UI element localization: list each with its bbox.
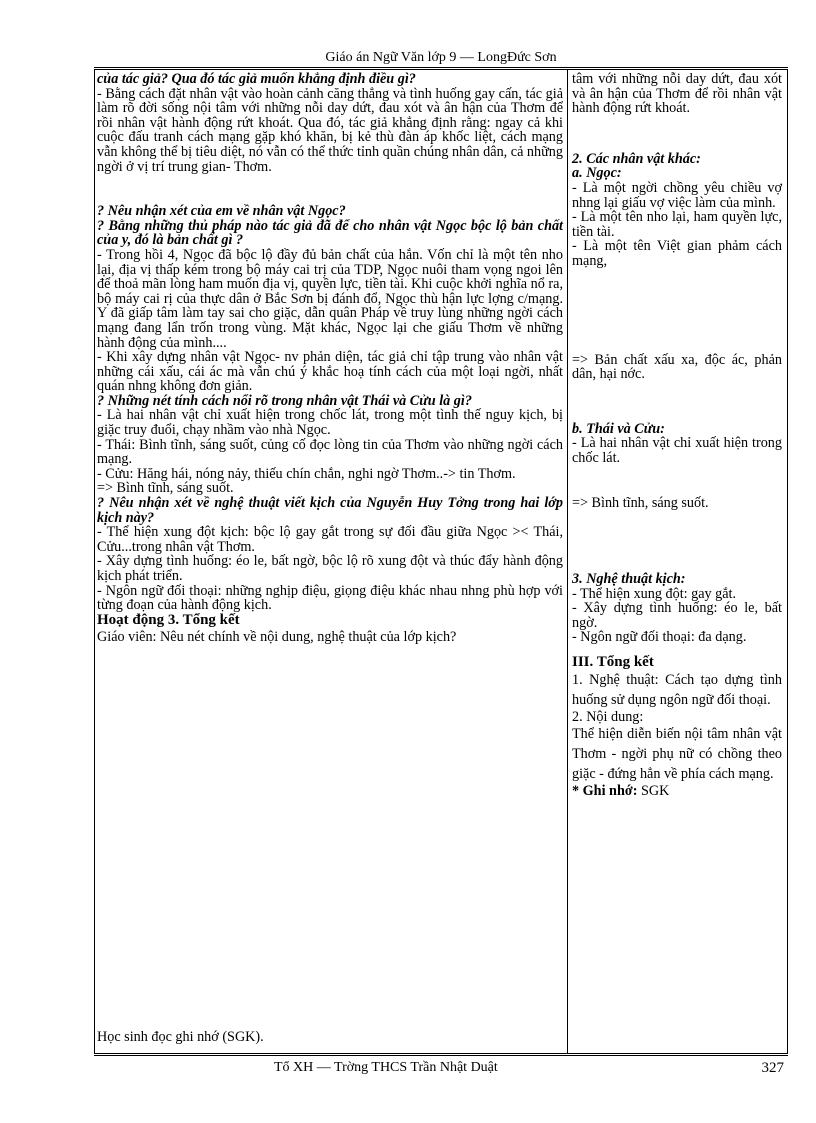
answer-2b: - Khi xây dựng nhân vật Ngọc- nv phản diện, tác giả chỉ tập trung vào nhân vật những cái xấu, cái ác mà vẫn chú ý khắc hoạ tính cách của một loại ngời, nhất quán nhng không đơn giản. — [97, 349, 563, 395]
footer-rule — [94, 1055, 788, 1056]
answer-1: - Bằng cách đặt nhân vật vào hoàn cảnh căng thẳng và tình huống gay cấn, tác giả làm rõ đời sống nội tâm với những nỗi day dứt, đau xót và ân hận của Thơm để rồi nhân vật hành động rứt khoát. Qua đó, tác giả khẳng định rằng: ngay cả khi cuộc đấu tranh cách mạng gặp khó khăn, bị kẻ thù đàn áp khốc liệt, cách mạng vẫn không thể bị tiêu diệt, nó vẫn có thể thức tỉnh quần chúng nhân dân, cả những ngời ở vị trí trung gian- Thơm. — [97, 85, 563, 175]
thai-cuu-note: - Là hai nhân vật chỉ xuất hiện trong chốc lát. — [572, 435, 782, 466]
question-4: ? Nêu nhận xét về nghệ thuật viết kịch của Nguyễn Huy Tởng trong hai lớp kịch này? — [97, 495, 563, 526]
ngoc-note-3: - Là một tên Việt gian phảm cách mạng, — [572, 238, 782, 269]
right-column — [572, 72, 782, 1048]
thai-cuu-conclusion: => Bình tĩnh, sáng suốt. — [572, 494, 709, 511]
ngoc-note-1: - Là một ngời chồng yêu chiều vợ nhng lại giấu vợ việc làm của mình. — [572, 179, 782, 211]
memo-label: * Ghi nhớ: — [572, 783, 638, 800]
art-note-3: - Ngôn ngữ đối thoại: đa dạng. — [572, 629, 747, 646]
answer-4b: - Xây dựng tình huống: éo le, bất ngờ, bộc lộ rõ xung đột và thúc đẩy hành động kịch phát triển. — [97, 553, 563, 584]
summary-content: Thể hiện diễn biến nội tâm nhân vật Thơm - ngời phụ nữ có chồng theo giặc - đứng hẳn về phía cách mạng. — [572, 726, 782, 783]
question-3: ? Những nét tính cách nổi rõ trong nhân vật Thái và Cửu là gì? — [97, 392, 472, 409]
lesson-table — [94, 69, 788, 1054]
activity-3-heading: Hoạt động 3. Tổng kết — [97, 611, 240, 628]
answer-3a: - Là hai nhân vật chỉ xuất hiện trong chốc lát, trong một tình thế nguy kịch, bị giặc truy đuổi, chạy nhầm vào nhà Ngọc. — [97, 407, 563, 439]
answer-3d: => Bình tĩnh, sáng suốt. — [97, 480, 234, 497]
header-rule — [94, 67, 788, 68]
right-note-1: tâm với những nỗi day dứt, đau xót và ân hận của Thơm để rồi nhân vật hành động rứt khoát. — [572, 71, 782, 117]
question-2b: ? Bằng những thủ pháp nào tác giả đã để cho nhân vật Ngọc bộc lộ bản chất của y, đó là bản chất gì ? — [97, 217, 563, 249]
subsection-thai-cuu: b. Thái và Cửu: — [572, 420, 665, 437]
question-2a: ? Nêu nhận xét của em về nhân vật Ngọc? — [97, 203, 346, 220]
answer-4a: - Thể hiện xung đột kịch: bộc lộ gay gắt trong sự đối đầu giữa Ngọc >< Thái, Cửu...trong nhân vật Thơm. — [97, 524, 563, 555]
subsection-ngoc: a. Ngọc: — [572, 165, 622, 182]
section-art: 3. Nghệ thuật kịch: — [572, 571, 686, 588]
memo-line — [572, 784, 782, 799]
teacher-prompt: Giáo viên: Nêu nét chính về nội dung, nghệ thuật của lớp kịch? — [97, 629, 457, 646]
summary-content-label: 2. Nội dung: — [572, 708, 644, 725]
art-note-2: - Xây dựng tình huống: éo le, bất ngờ. — [572, 600, 782, 631]
ngoc-conclusion: => Bản chất xấu xa, độc ác, phản dân, hại nớc. — [572, 351, 782, 383]
art-note-1: - Thể hiện xung đột: gay gắt. — [572, 585, 737, 602]
section-other-characters: 2. Các nhân vật khác: — [572, 150, 701, 167]
answer-3c: - Cửu: Hăng hái, nóng nảy, thiếu chín chắn, nghi ngờ Thơm..-> tin Thơm. — [97, 465, 516, 482]
answer-4c: - Ngôn ngữ đối thoại: những nghịp điệu, giọng điệu khác nhau nhng phù hợp với từng đoạn của hành động kịch. — [97, 582, 563, 614]
page-header: Giáo án Ngữ Văn lớp 9 — LongĐức Sơn — [325, 50, 557, 65]
footer-text: Tổ XH — Trờng THCS Trần Nhật Duật — [274, 1060, 498, 1075]
ngoc-note-2: - Là một tên nho lại, ham quyền lực, tiền tài. — [572, 209, 782, 240]
question-1: của tác giả? Qua đó tác giả muốn khẳng định điều gì? — [97, 71, 416, 87]
left-column — [97, 72, 563, 1048]
answer-2: - Trong hồi 4, Ngọc đã bộc lộ đầy đủ bản chất của hắn. Vốn chỉ là một tên nho lại, địa vị thấp kém trong bộ máy cai trị của TDP, Ngọc nuôi tham vọng ngoi lên để thoả mãn lòng ham muốn địa vị, quyền lực, tiền tài. Khi cuộc khởi nghĩa nổ ra, bộ máy cai rị của thực dân ở Bắc Sơn bị đánh đổ, Ngọc thù hận lực lợng c/mạng. Y đã giấp tâm làm tay sai cho giặc, dẫn quân Pháp về truy lùng những ngời cách mạng đang lẩn trốn trong vùng. Mặt khác, Ngọc lại che giấu Thơm về những hành động của mình.... — [97, 246, 563, 351]
student-note: Học sinh đọc ghi nhớ (SGK). — [97, 1029, 264, 1045]
answer-3b: - Thái: Bình tĩnh, sáng suốt, củng cố đọc lòng tin của Thơm vào những ngời cách mạng. — [97, 436, 563, 468]
memo-value: SGK — [637, 783, 670, 800]
column-divider — [567, 70, 568, 1053]
page-number: 327 — [761, 1060, 784, 1076]
summary-art: 1. Nghệ thuật: Cách tạo dựng tình huống sử dụng ngôn ngữ đối thoại. — [572, 671, 782, 708]
section-summary: III. Tổng kết — [572, 654, 654, 671]
